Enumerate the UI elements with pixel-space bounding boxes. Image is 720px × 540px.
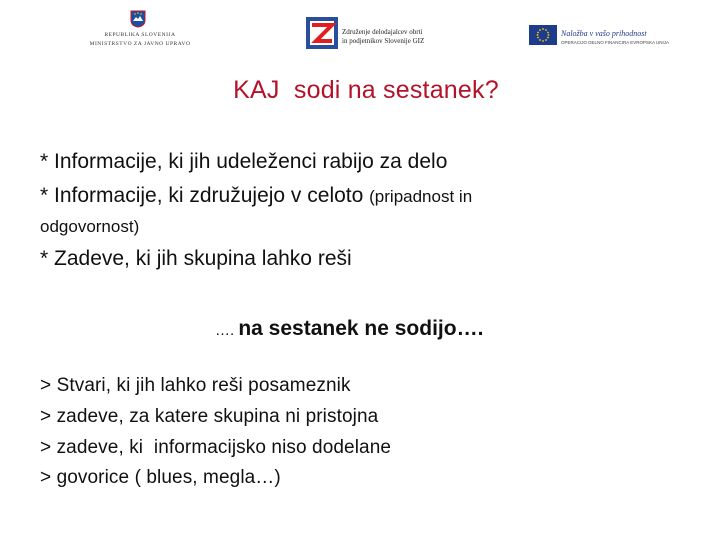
eu-fund-logo <box>505 15 670 51</box>
ministry-logo-line1: REPUBLIKA SLOVENIJA <box>104 32 176 38</box>
subheading <box>215 317 483 341</box>
eu-flag-icon <box>529 25 557 45</box>
bullet-line-2-note: (pripadnost in <box>369 187 473 206</box>
bullet-line-2-main: * Informacije, ki združujejo v celoto <box>40 184 370 207</box>
bullet-line-2 <box>40 184 472 208</box>
list-item: > Stvari, ki jih lahko reši posameznik <box>40 375 351 396</box>
gz-logo-mark-icon <box>306 17 338 49</box>
eu-fund-title: Naložba v vašo prihodnost <box>561 29 647 38</box>
slide-title: KAJ sodi na sestanek? <box>233 76 499 104</box>
slovenia-crest-icon <box>130 10 146 28</box>
gz-logo <box>306 17 442 51</box>
gz-logo-line2: in podjetnikov Slovenije GIZ <box>342 37 425 45</box>
list-item: > zadeve, ki informacijsko niso dodelane <box>40 437 392 458</box>
ministry-logo <box>80 10 200 54</box>
subheading-text: na sestanek ne sodijo…. <box>238 317 484 340</box>
bullet-line-3: * Zadeve, ki jih skupina lahko reši <box>40 247 352 270</box>
bullet-line-1: * Informacije, ki jih udeleženci rabijo za delo <box>40 150 448 173</box>
ministry-logo-line2: MINISTRSTVO ZA JAVNO UPRAVO <box>89 41 191 47</box>
bullet-line-2-continuation: odgovornost) <box>40 217 140 236</box>
eu-fund-subtitle: OPERACIJO DELNO FINANCIRA EVROPSKA UNIJA <box>561 40 670 45</box>
gz-logo-line1: Združenje delodajalcev obrti <box>342 28 423 36</box>
subheading-dots: …. <box>215 322 239 339</box>
list-item: > govorice ( blues, megla…) <box>40 467 281 488</box>
list-item: > zadeve, za katere skupina ni pristojna <box>40 406 379 427</box>
logo-header <box>0 0 720 62</box>
